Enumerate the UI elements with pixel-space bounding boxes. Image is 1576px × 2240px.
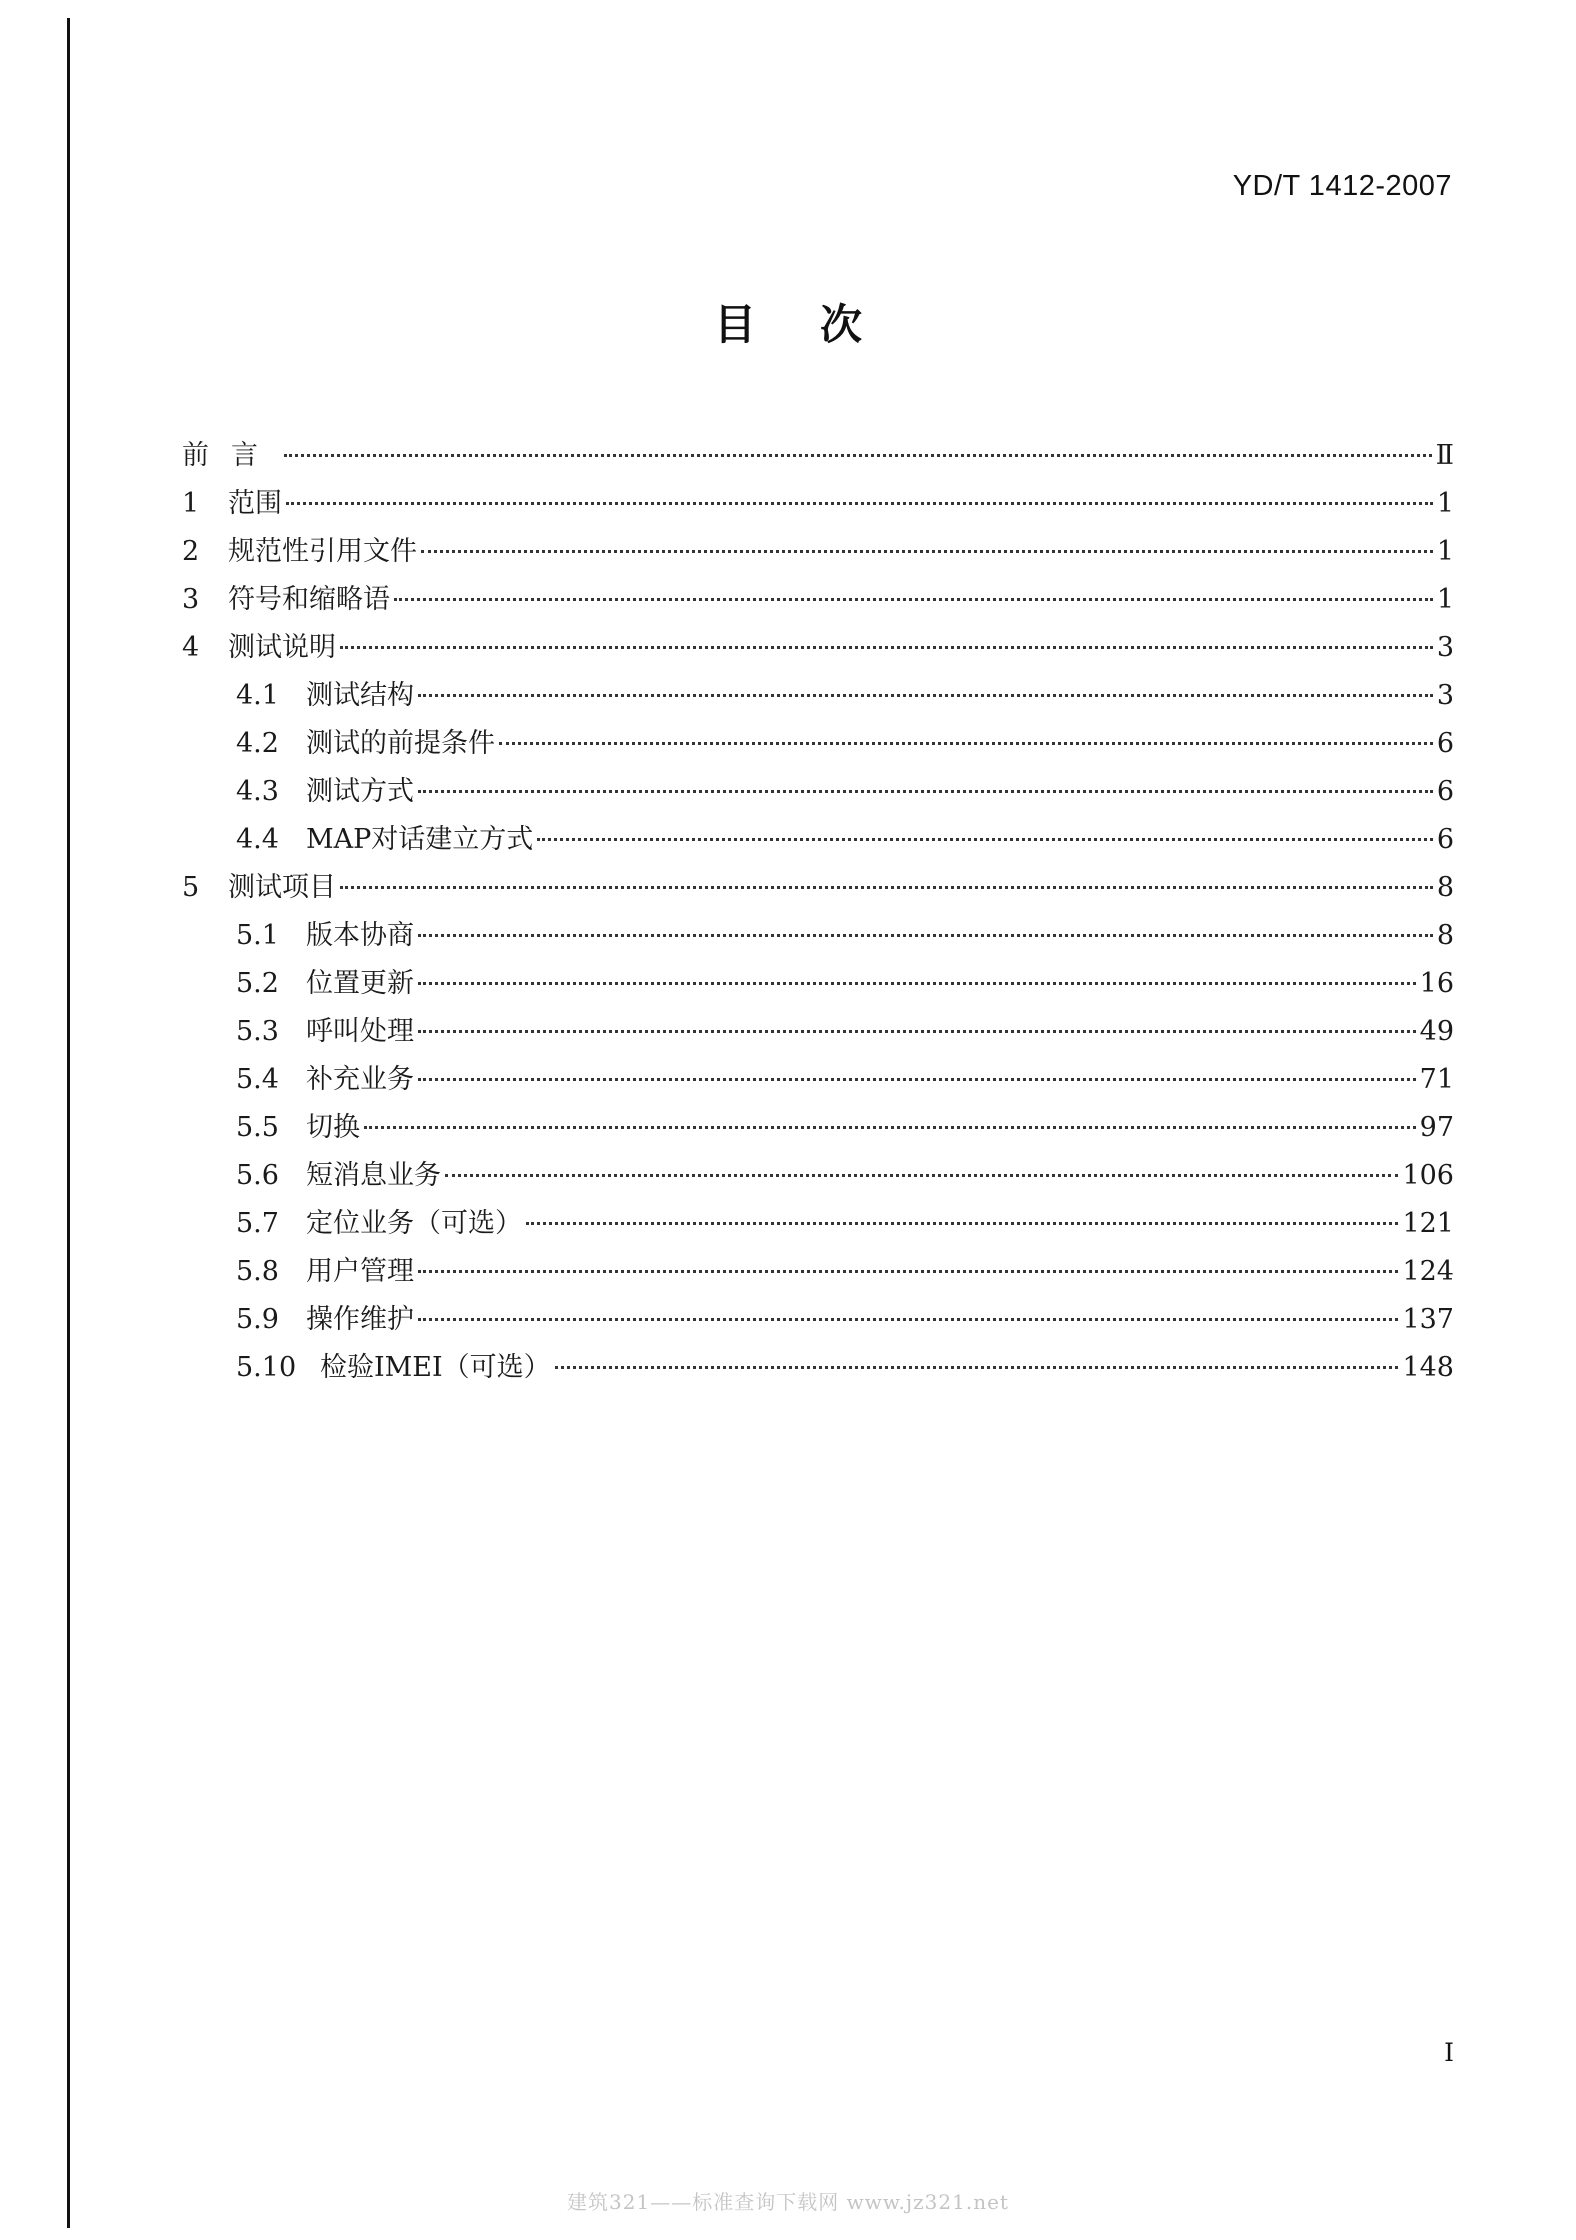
toc-entry-page: 6: [1436, 776, 1454, 807]
toc-entry-label: 切换: [306, 1112, 360, 1143]
toc-entry-number: 5.5: [236, 1112, 279, 1143]
toc-entry-number: 4.3: [236, 776, 279, 807]
toc-dot-leader: [537, 838, 1433, 841]
toc-entry-label: 版本协商: [306, 920, 414, 951]
toc-entry-label: 测试的前提条件: [306, 728, 495, 759]
toc-entry-page: 8: [1436, 872, 1454, 903]
toc-dot-leader: [284, 454, 1432, 457]
toc-entry[interactable]: [182, 912, 1454, 960]
site-watermark: 建筑321——标准查询下载网 www.jz321.net: [567, 2190, 1009, 2214]
toc-entry[interactable]: [182, 1056, 1454, 1104]
toc-entry-page: 6: [1436, 824, 1454, 855]
toc-entry-page: 121: [1402, 1208, 1454, 1239]
toc-entry-number: 4.2: [236, 728, 279, 759]
toc-dot-leader: [418, 1318, 1398, 1321]
toc-dot-leader: [555, 1366, 1399, 1369]
toc-entry-page: 124: [1402, 1256, 1454, 1287]
toc-entry[interactable]: [182, 1152, 1454, 1200]
toc-entry[interactable]: [182, 576, 1454, 624]
toc-entry-label: 符号和缩略语: [228, 584, 390, 615]
toc-entry-number: 5.2: [236, 968, 279, 999]
toc-entry[interactable]: [182, 528, 1454, 576]
toc-entry[interactable]: [182, 672, 1454, 720]
toc-entry[interactable]: [182, 1104, 1454, 1152]
toc-dot-leader: [418, 1270, 1398, 1273]
toc-entry[interactable]: [182, 816, 1454, 864]
toc-entry-number: 5.4: [236, 1064, 279, 1095]
toc-entry-label: 测试结构: [306, 680, 414, 711]
toc-entry-number: 1: [182, 488, 200, 519]
toc-entry-label: 操作维护: [306, 1304, 414, 1335]
toc-dot-leader: [418, 934, 1433, 937]
toc-entry[interactable]: [182, 1008, 1454, 1056]
toc-entry-page: Ⅱ: [1435, 440, 1454, 471]
toc-entry-number: 5.8: [236, 1256, 279, 1287]
toc-dot-leader: [445, 1174, 1398, 1177]
toc-entry-page: 3: [1436, 632, 1454, 663]
toc-entry[interactable]: [182, 1248, 1454, 1296]
toc-dot-leader: [526, 1222, 1398, 1225]
toc-entry-label: 测试方式: [306, 776, 414, 807]
toc-entry-label: 检验IMEI（可选）: [320, 1352, 551, 1383]
toc-entry-label: 范围: [228, 488, 282, 519]
toc-entry-page: 97: [1419, 1112, 1454, 1143]
toc-dot-leader: [286, 502, 1433, 505]
page-title: 目次: [713, 300, 926, 349]
toc-entry-label: 规范性引用文件: [228, 536, 417, 567]
toc-entry[interactable]: [182, 768, 1454, 816]
toc-entry[interactable]: [182, 624, 1454, 672]
toc-entry-label: MAP对话建立方式: [306, 824, 534, 855]
toc-entry-page: 148: [1402, 1352, 1454, 1383]
toc-entry[interactable]: [182, 1344, 1454, 1392]
toc-dot-leader: [340, 646, 1433, 649]
toc-entry-page: 16: [1419, 968, 1454, 999]
toc-entry[interactable]: [182, 480, 1454, 528]
toc-entry-number: 3: [182, 584, 200, 615]
toc-dot-leader: [340, 886, 1433, 889]
toc-entry-number: 5.6: [236, 1160, 279, 1191]
toc-entry-label: 定位业务（可选）: [306, 1208, 522, 1239]
toc-entry-label: 补充业务: [306, 1064, 414, 1095]
toc-entry-page: 1: [1436, 488, 1454, 519]
toc-entry-number: 5.7: [236, 1208, 279, 1239]
toc-dot-leader: [421, 550, 1433, 553]
toc-dot-leader: [394, 598, 1433, 601]
toc-dot-leader: [418, 1030, 1416, 1033]
toc-dot-leader: [418, 694, 1433, 697]
toc-entry-page: 1: [1436, 584, 1454, 615]
toc-entry-label: 呼叫处理: [306, 1016, 414, 1047]
toc-entry-page: 71: [1419, 1064, 1454, 1095]
toc-entry-page: 137: [1402, 1304, 1454, 1335]
toc-entry[interactable]: [182, 1200, 1454, 1248]
toc-entry-page: 3: [1436, 680, 1454, 711]
toc-entry-page: 106: [1402, 1160, 1454, 1191]
toc-entry-label: 测试项目: [228, 872, 336, 903]
toc-entry-page: 49: [1419, 1016, 1454, 1047]
toc-entry-number: 4: [182, 632, 200, 663]
page-number: I: [1444, 2038, 1454, 2067]
toc-dot-leader: [418, 1078, 1416, 1081]
toc-dot-leader: [418, 790, 1433, 793]
toc-entry-page: 1: [1436, 536, 1454, 567]
table-of-contents: [182, 432, 1454, 1392]
toc-entry-number: 5.1: [236, 920, 279, 951]
toc-entry[interactable]: [182, 1296, 1454, 1344]
toc-entry-page: 6: [1436, 728, 1454, 759]
toc-entry-number: 2: [182, 536, 200, 567]
toc-entry-number: 5.3: [236, 1016, 279, 1047]
toc-dot-leader: [418, 982, 1416, 985]
toc-dot-leader: [499, 742, 1433, 745]
document-code: YD/T 1412-2007: [1232, 170, 1452, 202]
toc-entry-number: 4.1: [236, 680, 279, 711]
toc-entry-number: 5.10: [236, 1352, 297, 1383]
toc-entry-label: 前言: [182, 440, 280, 471]
toc-entry-number: 5: [182, 872, 200, 903]
toc-entry-label: 位置更新: [306, 968, 414, 999]
toc-entry[interactable]: [182, 864, 1454, 912]
toc-entry-label: 用户管理: [306, 1256, 414, 1287]
toc-entry-number: 4.4: [236, 824, 279, 855]
toc-entry-page: 8: [1436, 920, 1454, 951]
toc-entry[interactable]: [182, 432, 1454, 480]
toc-dot-leader: [364, 1126, 1416, 1129]
toc-entry[interactable]: [182, 720, 1454, 768]
toc-entry-number: 5.9: [236, 1304, 279, 1335]
toc-entry-label: 短消息业务: [306, 1160, 441, 1191]
toc-entry-label: 测试说明: [228, 632, 336, 663]
toc-entry[interactable]: [182, 960, 1454, 1008]
